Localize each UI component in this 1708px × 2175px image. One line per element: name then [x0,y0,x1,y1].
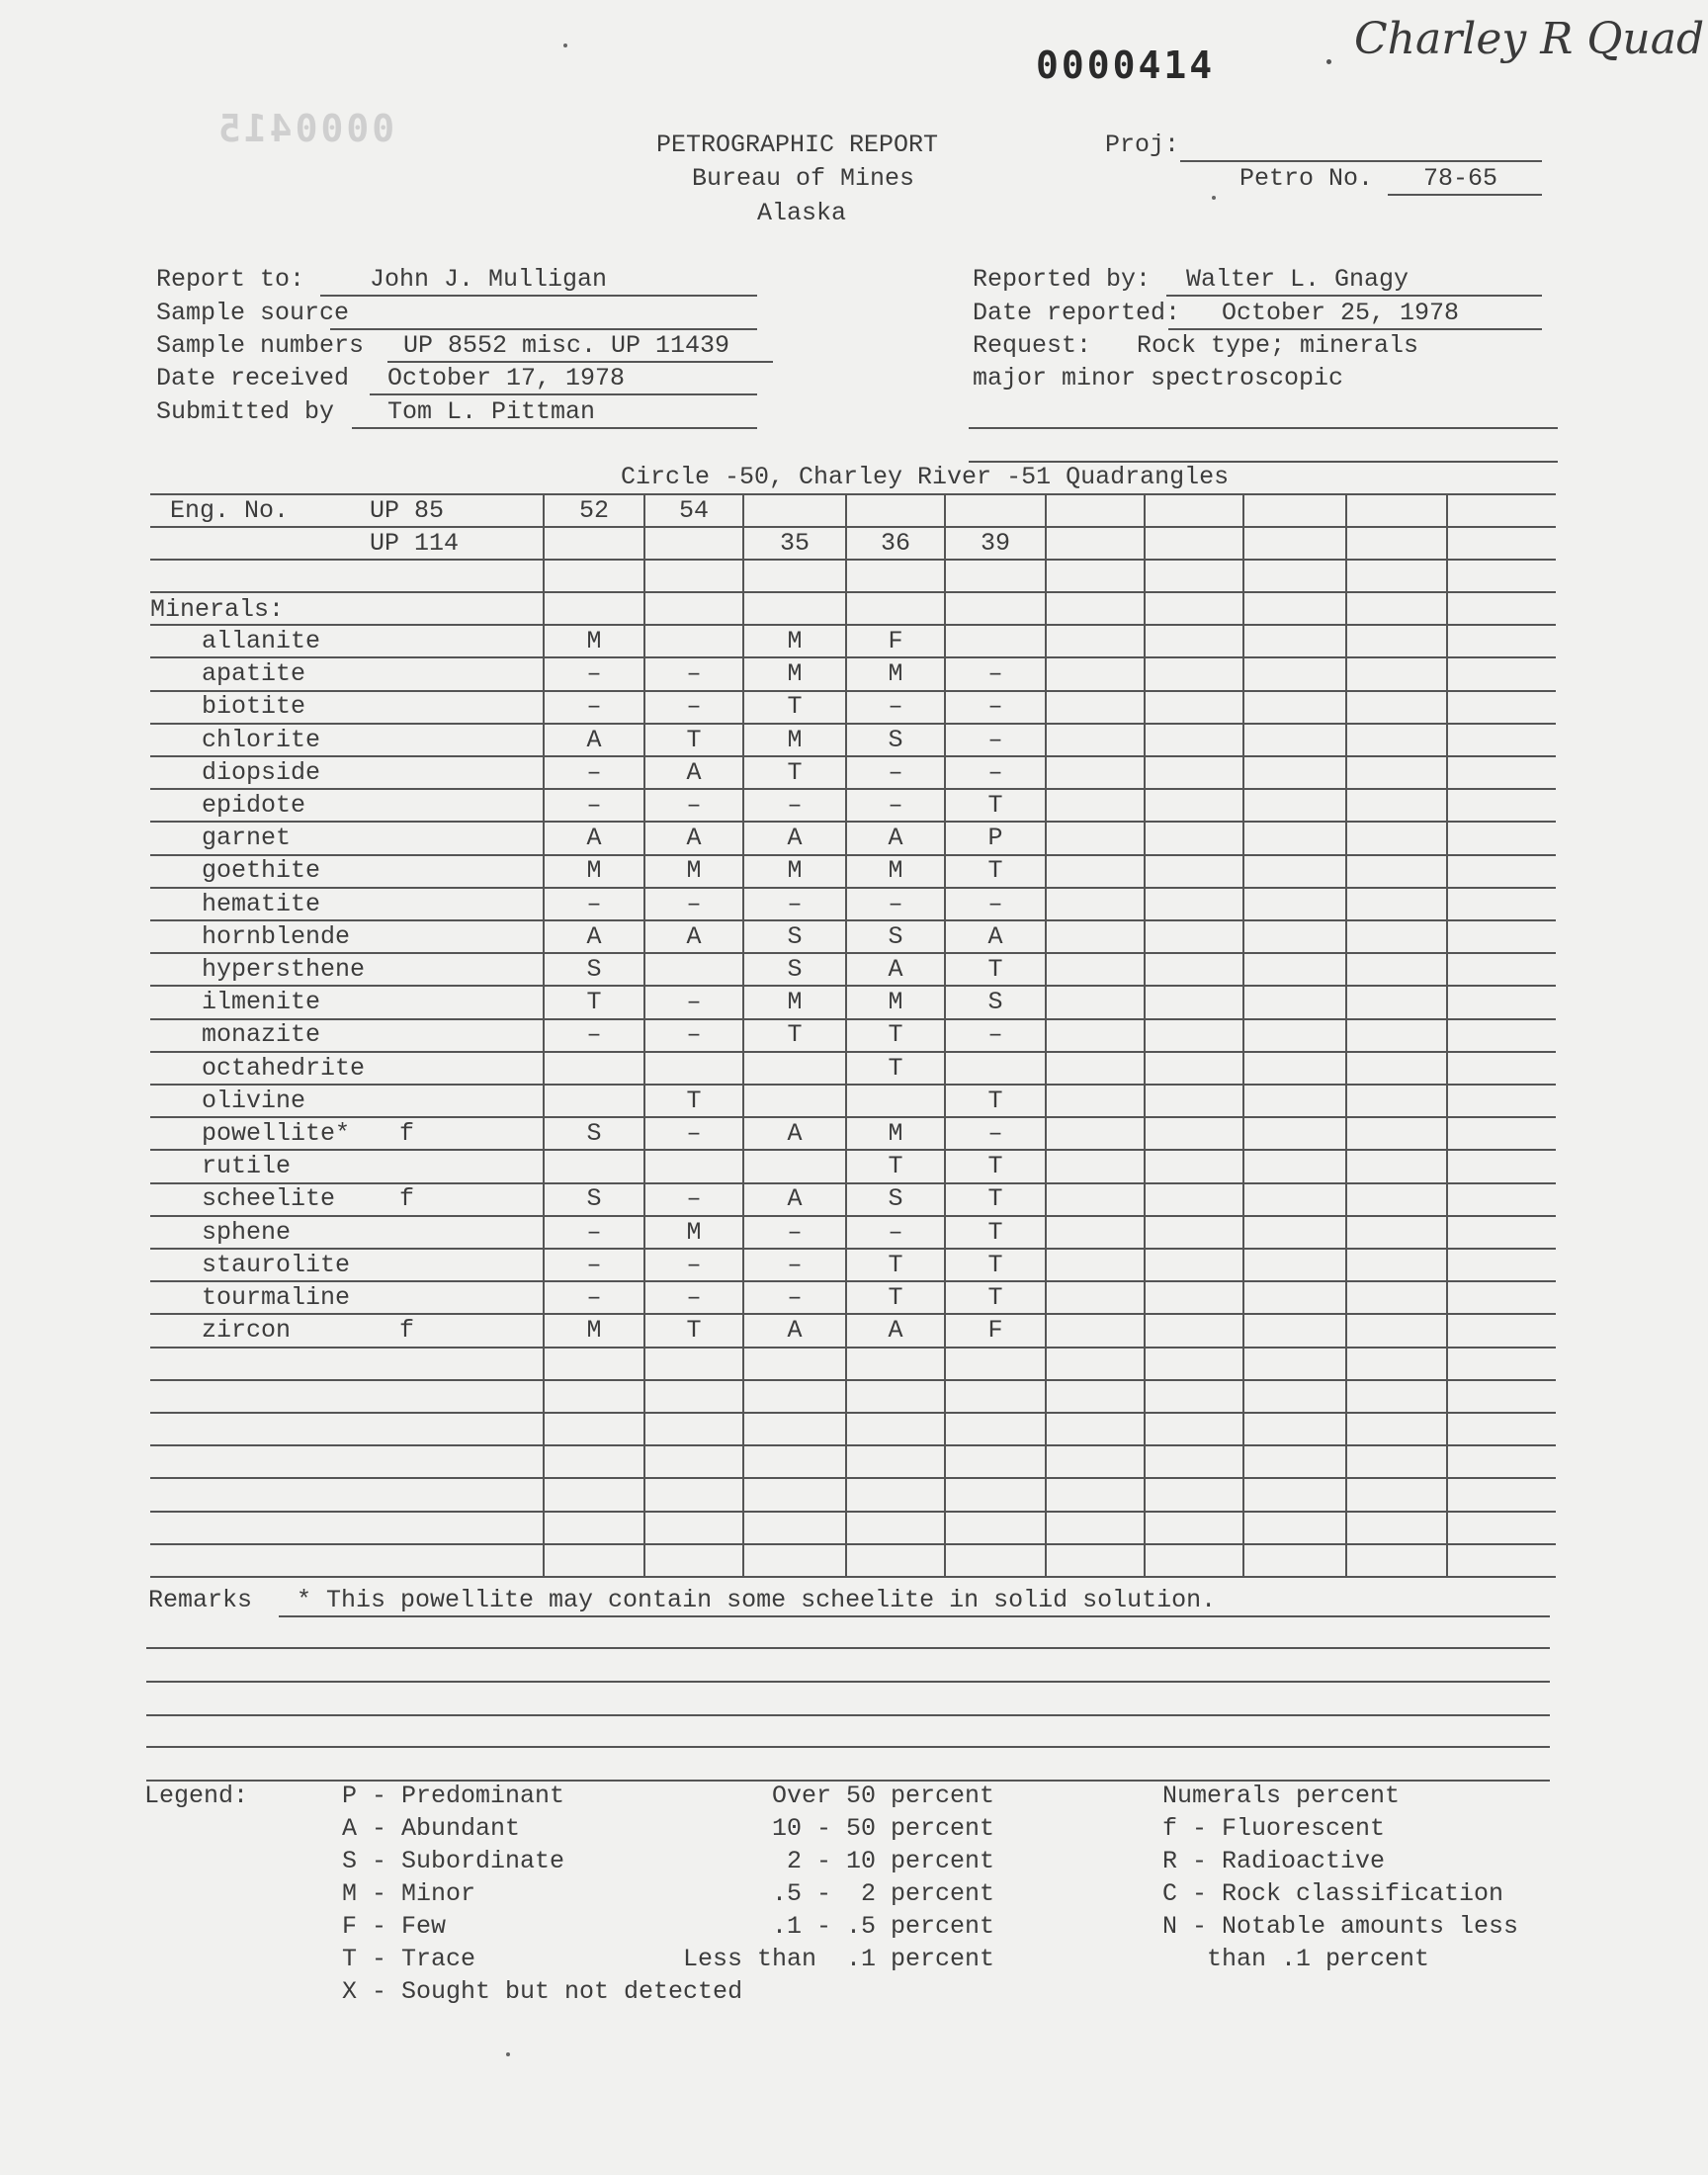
mineral-abundance-cell: T [686,726,702,754]
mineral-abundance-cell: T [888,1152,903,1180]
mineral-abundance-cell: T [686,1087,702,1115]
mineral-abundance-cell: M [888,659,903,688]
eng-number-cell: 35 [779,529,810,558]
petro-number: 78-65 [1423,164,1498,193]
mineral-abundance-cell: T [686,1316,702,1345]
legend-code: S - Subordinate [342,1847,565,1875]
mineral-abundance-cell: A [888,824,903,852]
mineral-abundance-cell: A [686,824,702,852]
sample-source-label: Sample source [156,299,350,327]
mineral-abundance-cell: T [787,692,803,721]
mineral-abundance-cell: M [586,627,602,655]
mineral-abundance-cell: T [987,955,1003,984]
eng-number-cell: 52 [578,496,609,525]
mineral-abundance-cell: A [888,1316,903,1345]
submitted-by-value: Tom L. Pittman [387,397,596,426]
mineral-abundance-cell: – [787,1283,803,1312]
sample-numbers-label: Sample numbers [156,331,365,360]
mineral-abundance-cell: M [888,856,903,885]
date-received-value: October 17, 1978 [387,364,626,392]
legend-range: .1 - .5 percent [771,1912,994,1941]
date-received-label: Date received [156,364,350,392]
mineral-abundance-cell: A [686,758,702,787]
mineral-abundance-cell: – [987,659,1003,688]
mineral-name: hematite [202,890,321,918]
eng-number-cell: 39 [980,529,1010,558]
legend-extra: f - Fluorescent [1162,1814,1386,1843]
legend-range: .5 - 2 percent [771,1879,994,1908]
submitted-by-label: Submitted by [156,397,335,426]
minerals-label: Minerals: [150,595,285,624]
mineral-name: staurolite [202,1251,351,1279]
mineral-abundance-cell: M [586,1316,602,1345]
mineral-abundance-cell: – [586,1218,602,1247]
mineral-abundance-cell: – [586,890,602,918]
table-caption: Circle -50, Charley River -51 Quadrangles [621,463,1230,491]
report-title: PETROGRAPHIC REPORT [656,130,939,159]
mineral-abundance-cell: T [987,856,1003,885]
mineral-abundance-cell: T [888,1054,903,1083]
mineral-abundance-cell: P [987,824,1003,852]
mineral-abundance-cell: – [787,791,803,820]
legend-label: Legend: [144,1782,249,1810]
mineral-abundance-cell: T [987,1152,1003,1180]
mineral-abundance-cell: – [686,1184,702,1213]
eng-no-label: Eng. No. [170,496,290,525]
mineral-fluorescent-flag: f [399,1316,415,1345]
legend-extra: Numerals percent [1162,1782,1401,1810]
legend-not-detected: X - Sought but not detected [342,1977,743,2006]
mineral-abundance-cell: T [787,758,803,787]
legend-extra: than .1 percent [1162,1945,1430,1973]
mineral-abundance-cell: – [586,1283,602,1312]
legend-code: P - Predominant [342,1782,565,1810]
mineral-abundance-cell: – [686,659,702,688]
mineral-abundance-cell: A [787,1316,803,1345]
mineral-abundance-cell: T [586,988,602,1016]
mineral-abundance-cell: – [586,1020,602,1049]
mineral-name: sphene [202,1218,292,1247]
legend-code: M - Minor [342,1879,476,1908]
mineral-name: garnet [202,824,292,852]
state-name: Alaska [757,199,847,227]
mineral-abundance-cell: M [787,856,803,885]
legend-range: 2 - 10 percent [771,1847,994,1875]
mineral-name: chlorite [202,726,321,754]
mineral-abundance-cell: – [686,692,702,721]
mineral-abundance-cell: – [888,692,903,721]
date-reported-value: October 25, 1978 [1222,299,1460,327]
mineral-abundance-cell: M [888,1119,903,1148]
mineral-abundance-cell: – [987,758,1003,787]
mineral-name: octahedrite [202,1054,366,1083]
mineral-abundance-cell: M [787,988,803,1016]
legend-code: A - Abundant [342,1814,521,1843]
mineral-name: biotite [202,692,306,721]
eng-number-cell: 36 [880,529,910,558]
mineral-abundance-cell: – [987,692,1003,721]
report-to-label: Report to: [156,265,305,294]
mineral-abundance-cell: T [987,1218,1003,1247]
mineral-abundance-cell: – [586,1251,602,1279]
mineral-abundance-cell: A [586,824,602,852]
mineral-name: ilmenite [202,988,321,1016]
mineral-abundance-cell: S [787,955,803,984]
mineral-abundance-cell: T [987,1283,1003,1312]
mineral-name: goethite [202,856,321,885]
mineral-abundance-cell: M [787,726,803,754]
mineral-abundance-cell: M [686,1218,702,1247]
mineral-abundance-cell: – [987,890,1003,918]
legend-code: T - Trace [342,1945,476,1973]
mineral-abundance-cell: – [888,890,903,918]
mineral-name: tourmaline [202,1283,351,1312]
mineral-abundance-cell: M [787,659,803,688]
mineral-abundance-cell: S [888,1184,903,1213]
handwritten-note: Charley R Quad [1354,14,1705,64]
mineral-abundance-cell: – [686,890,702,918]
mineral-fluorescent-flag: f [399,1184,415,1213]
mineral-abundance-cell: M [787,627,803,655]
mineral-abundance-cell: M [686,856,702,885]
agency-name: Bureau of Mines [692,164,915,193]
mineral-abundance-cell: S [888,922,903,951]
mineral-abundance-cell: A [787,1184,803,1213]
legend-range: Less than .1 percent [682,1945,994,1973]
report-to-value: John J. Mulligan [370,265,608,294]
mineral-abundance-cell: T [787,1020,803,1049]
mineral-abundance-cell: – [888,1218,903,1247]
mineral-abundance-cell: – [787,1251,803,1279]
mineral-abundance-cell: A [586,922,602,951]
mineral-abundance-cell: A [586,726,602,754]
eng-prefix-up85: UP 85 [370,496,445,525]
mineral-abundance-cell: – [987,1119,1003,1148]
mineral-name: diopside [202,758,321,787]
legend-code: F - Few [342,1912,447,1941]
mineral-abundance-cell: – [586,692,602,721]
date-reported-label: Date reported: [973,299,1181,327]
mineral-abundance-cell: M [586,856,602,885]
mirrored-serial-ghost: 0000415 [215,107,395,150]
mineral-name: allanite [202,627,321,655]
mineral-abundance-cell: T [987,1184,1003,1213]
mineral-abundance-cell: – [586,758,602,787]
mineral-abundance-cell: S [586,1119,602,1148]
eng-prefix-up114: UP 114 [370,529,460,558]
mineral-abundance-cell: A [787,1119,803,1148]
mineral-abundance-cell: S [586,1184,602,1213]
mineral-abundance-cell: F [888,627,903,655]
mineral-abundance-cell: – [686,1251,702,1279]
mineral-abundance-cell: S [787,922,803,951]
mineral-abundance-cell: A [888,955,903,984]
mineral-name: olivine [202,1087,306,1115]
mineral-name: rutile [202,1152,292,1180]
mineral-abundance-cell: S [987,988,1003,1016]
mineral-name: zircon [202,1316,292,1345]
mineral-name: monazite [202,1020,321,1049]
mineral-abundance-cell: M [888,988,903,1016]
mineral-name: hornblende [202,922,351,951]
mineral-abundance-cell: – [686,1283,702,1312]
remarks-text: * This powellite may contain some scheelite in solid solution. [297,1586,1217,1614]
mineral-abundance-cell: – [888,791,903,820]
legend-extra: N - Notable amounts less [1162,1912,1519,1941]
mineral-abundance-cell: T [987,1251,1003,1279]
legend-range: Over 50 percent [771,1782,994,1810]
mineral-name: epidote [202,791,306,820]
serial-number-stamp: 0000414 [1036,44,1216,87]
mineral-abundance-cell: – [888,758,903,787]
mineral-abundance-cell: – [686,988,702,1016]
mineral-abundance-cell: T [987,1087,1003,1115]
mineral-abundance-cell: S [888,726,903,754]
mineral-abundance-cell: – [686,791,702,820]
mineral-name: scheelite [202,1184,336,1213]
reported-by-value: Walter L. Gnagy [1186,265,1409,294]
mineral-name: apatite [202,659,306,688]
mineral-abundance-cell: – [586,791,602,820]
legend-range: 10 - 50 percent [771,1814,994,1843]
mineral-abundance-cell: T [987,791,1003,820]
sample-numbers-value: UP 8552 misc. UP 11439 [403,331,730,360]
request-label: Request: [973,331,1092,360]
mineral-abundance-cell: A [987,922,1003,951]
mineral-abundance-cell: – [686,1119,702,1148]
mineral-abundance-cell: T [888,1251,903,1279]
mineral-abundance-cell: – [787,1218,803,1247]
remarks-label: Remarks [148,1586,253,1614]
request-line2: major minor spectroscopic [973,364,1344,392]
mineral-abundance-cell: – [787,890,803,918]
legend-extra: C - Rock classification [1162,1879,1504,1908]
request-line1: Rock type; minerals [1137,331,1419,360]
proj-label: Proj: [1105,130,1180,159]
mineral-abundance-cell: – [686,1020,702,1049]
mineral-abundance-cell: S [586,955,602,984]
legend-extra: R - Radioactive [1162,1847,1386,1875]
eng-number-cell: 54 [678,496,709,525]
petro-label: Petro No. [1239,164,1374,193]
mineral-abundance-cell: A [787,824,803,852]
reported-by-label: Reported by: [973,265,1152,294]
mineral-name: hypersthene [202,955,366,984]
mineral-abundance-cell: T [888,1283,903,1312]
mineral-abundance-cell: A [686,922,702,951]
mineral-abundance-cell: – [586,659,602,688]
mineral-abundance-cell: – [987,1020,1003,1049]
mineral-abundance-cell: T [888,1020,903,1049]
mineral-fluorescent-flag: f [399,1119,415,1148]
mineral-name: powellite* [202,1119,351,1148]
mineral-abundance-cell: – [987,726,1003,754]
mineral-abundance-cell: F [987,1316,1003,1345]
